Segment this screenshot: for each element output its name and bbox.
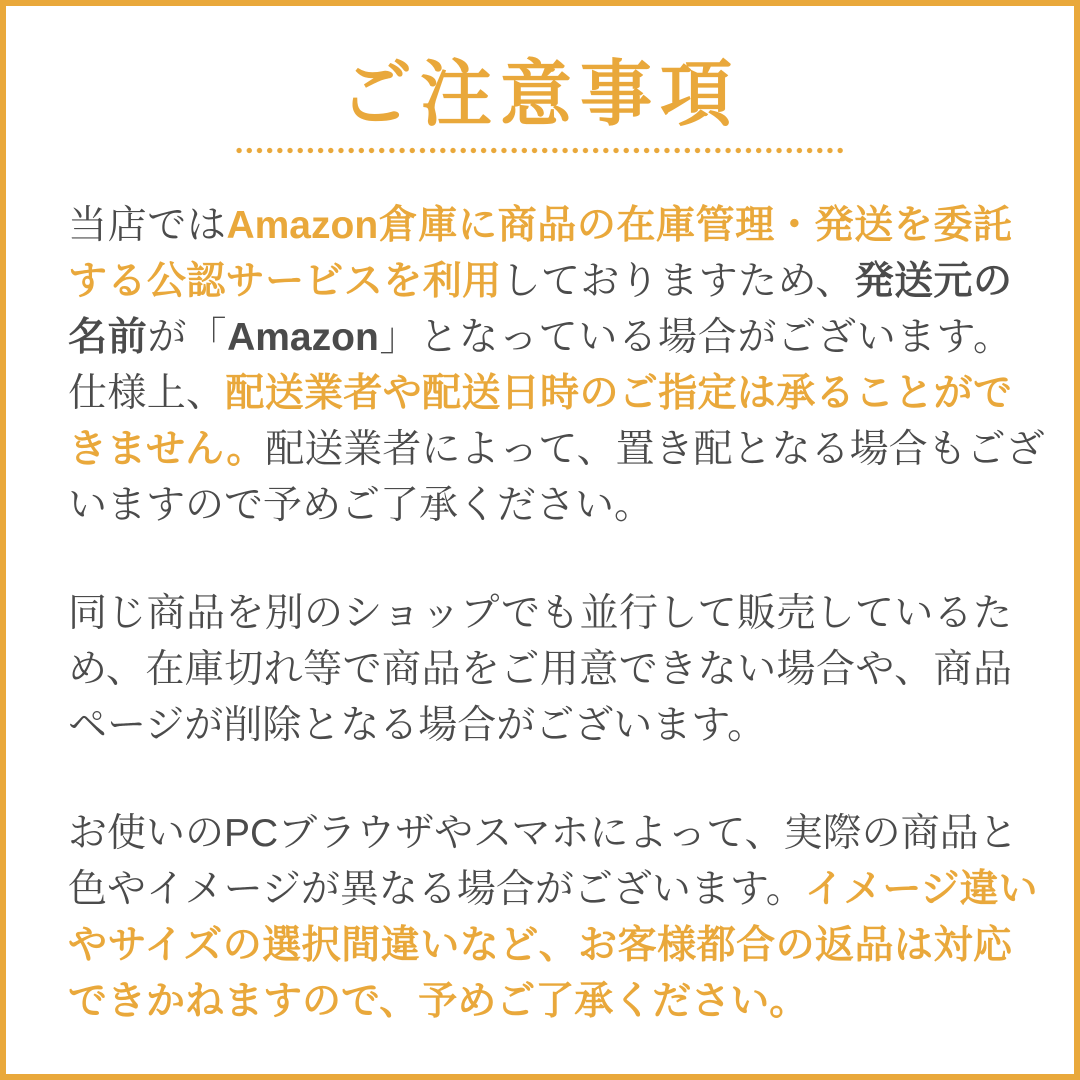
text-line [68,974,1012,1030]
text-segment: 同じ商品を別のショップでも並行して販売しているた [68,592,1012,636]
text-line [68,198,1012,254]
text-line [68,310,1012,366]
text-segment: 当店では [68,204,227,248]
text-line [68,806,1018,862]
text-segment-highlight: Amazon倉庫に商品の在庫管理・発送を委託 [226,204,1012,248]
text-segment: が「 [147,316,228,360]
text-segment-bold: 発送元の [854,260,1012,304]
text-segment-highlight: 配送業者や配送日時のご指定は承ることがで [225,372,1012,416]
text-segment: め、在庫切れ等で商品をご用意できない場合や、商品 [68,648,1012,692]
text-segment: 仕様上、 [68,372,226,416]
text-segment-bold: Amazon [227,316,379,360]
text-line [68,254,1012,310]
text-segment: ページが削除となる場合がございます。 [68,704,767,748]
text-segment-highlight: イメージ違い [804,868,1038,912]
text-line [68,862,1038,918]
text-segment: 配送業者によって、置き配となる場合もござ [265,428,1045,472]
text-line [68,422,1045,478]
paragraph-fulfillment-notice [68,198,1045,534]
text-line [68,918,1012,974]
notice-body [68,198,1045,1030]
text-line [68,642,1012,698]
text-segment-highlight: やサイズの選択間違いなど、お客様都合の返品は対応 [68,924,1012,968]
paragraph-parallel-sales-notice [68,586,1012,754]
text-segment: いますので予めご了承ください。 [68,484,654,528]
text-segment-highlight: する公認サービスを利用 [68,260,502,304]
text-segment: お使いのPCブラウザやスマホによって、実際の商品と [68,812,1018,856]
text-segment-highlight: きません。 [68,428,266,472]
text-segment: 色やイメージが異なる場合がございます。 [68,868,805,912]
paragraph-display-returns-notice [68,806,1038,1030]
dotted-divider [234,147,846,154]
text-line [68,478,1012,534]
text-segment-highlight: できかねますので、予めご了承ください。 [68,980,809,1024]
notice-title: ご注意事項 [339,55,740,135]
text-line [68,586,1012,642]
text-line [68,698,1012,754]
text-line [68,366,1012,422]
text-segment: 」となっている場合がございます。 [378,316,1012,360]
text-segment: しておりますため、 [501,260,855,304]
text-segment-bold: 名前 [68,316,148,360]
